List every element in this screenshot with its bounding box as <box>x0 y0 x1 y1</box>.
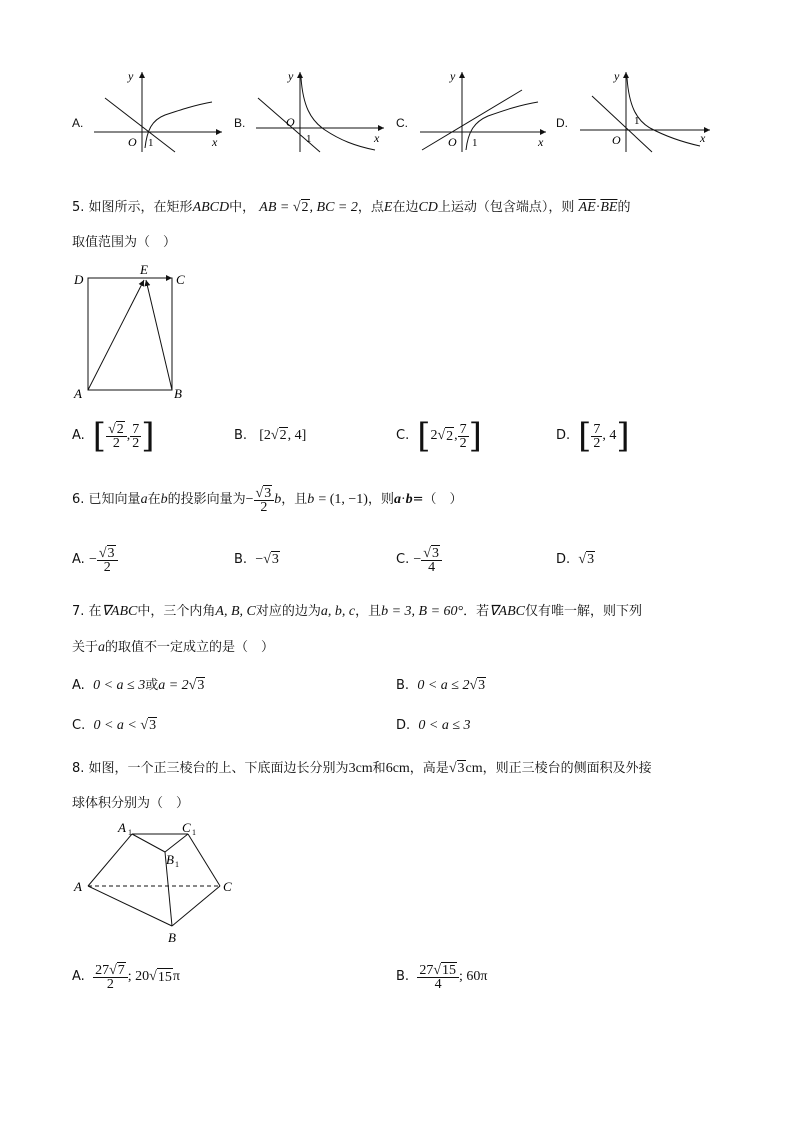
q7-b-sqrt: 3 <box>478 678 486 693</box>
q5-b-sqrt: 2 <box>279 428 287 443</box>
q5-c-d: 2 <box>459 435 467 451</box>
q7-text4: ，且 <box>355 604 382 619</box>
q4-a-y: y <box>128 69 134 83</box>
q7-number: 7. <box>72 604 85 619</box>
q8-v1: 3cm <box>348 761 373 776</box>
q4-c-one: 1 <box>472 137 478 149</box>
q7-stem-line1 <box>72 603 642 621</box>
q5-c-sqrt: 2 <box>446 428 454 444</box>
q8-a-num: 27 <box>95 962 110 978</box>
q8-number: 8. <box>72 761 85 776</box>
q5-text3: 在边 <box>392 200 419 215</box>
q7-sides: a, b, c <box>320 604 356 619</box>
q6-minus: − <box>245 492 254 507</box>
q7-b-text: 0 < a ≤ 2 <box>417 678 470 693</box>
q4-d-y: y <box>614 69 620 83</box>
q4-d-x: x <box>700 131 706 145</box>
q8-sqrt: 3 <box>457 761 465 776</box>
q8-fig-a: A <box>74 879 82 894</box>
q5-cond1: AB = <box>259 200 293 215</box>
q5-sqrt2: 2 <box>301 200 309 215</box>
q8-fig-b1: B <box>166 852 174 867</box>
q5-abcd: ABCD <box>192 200 230 215</box>
q5-text1: 如图所示，在矩形 <box>88 200 193 215</box>
q4-graph-b <box>256 69 384 152</box>
q7-condition: b = 3, B = 60° <box>381 604 464 619</box>
q6-stem: 6. 已知向量 a 在 b 的投影向量为 − $\frac{√3}{2}$ b ，且 b = (1, −1) ，则 a · b =（ ） <box>72 485 463 515</box>
q8-fig-a1: A <box>118 820 126 835</box>
q4-b-origin: O <box>286 115 295 129</box>
q6-c-minus: − <box>413 552 422 567</box>
q7-stem-line2 <box>72 639 274 657</box>
q8-b-num: 27 <box>419 962 434 978</box>
q4-b-y: y <box>288 69 294 83</box>
q4-option-b-label: B. <box>234 116 246 130</box>
q4-d-origin: O <box>612 133 621 147</box>
q7-text3: 对应的边为 <box>255 604 321 619</box>
q6-text3: 的投影向量为 <box>167 492 246 507</box>
q5-a-n2: 7 <box>132 421 140 437</box>
q6-a-n: 3 <box>107 545 115 561</box>
q4-graphs <box>0 60 794 160</box>
q6-vector-b3: b <box>307 492 315 507</box>
q7-line2b: 的取值不一定成立的是（ ） <box>105 640 275 655</box>
q7-line2a: 关于 <box>72 640 99 655</box>
q8-b-sqrt: 15 <box>442 962 457 978</box>
q5-d-n: 7 <box>593 421 601 437</box>
q4-option-a-label: A. <box>72 116 84 130</box>
q4-option-c-label: C. <box>396 116 408 130</box>
q8-text4: ，则正三棱台的侧面积及外接 <box>482 761 652 776</box>
q6-text1: 已知向量 <box>88 492 141 507</box>
q7-option-a-label: A. <box>72 678 85 693</box>
q7-angles: A, B, C <box>215 604 256 619</box>
q8-unit: cm <box>465 761 483 776</box>
q4-a-origin: O <box>128 135 137 149</box>
q6-option-b-label: B. <box>234 552 248 567</box>
q5-figure <box>70 262 200 402</box>
q4-option-d-label: D. <box>556 116 568 130</box>
q8-b-rest: ; 60π <box>459 969 488 984</box>
q8-a-pi: π <box>172 969 180 984</box>
q6-option-d-label: D. <box>556 552 571 567</box>
q5-a-d2: 2 <box>132 435 140 451</box>
q5-number: 5. <box>72 200 85 215</box>
q7-text1: 在 <box>88 604 102 619</box>
q5-option-c-label: C. <box>396 428 410 443</box>
q6-text5: ，则 <box>367 492 394 507</box>
q5-e: E <box>383 200 393 215</box>
q4-b-x: x <box>374 131 380 145</box>
q8-fig-a1-sub: 1 <box>128 828 132 837</box>
q6-frac-d: 2 <box>260 499 268 515</box>
q5-dot: · <box>595 200 601 215</box>
q7-option-c[interactable]: C. 0 < a < √3 <box>72 718 157 733</box>
q5-fig-b: B <box>174 386 182 401</box>
q5-fig-d: D <box>74 272 84 287</box>
q7-a-sqrt: 3 <box>197 678 205 693</box>
q5-c-n: 7 <box>459 421 467 437</box>
q7-text6: 仅有唯一解，则下列 <box>524 604 642 619</box>
q5-text2: ，点 <box>357 200 384 215</box>
q5-stem-line2: 取值范围为（ ） <box>72 235 177 250</box>
q5-mid: 中， <box>229 200 256 215</box>
q6-vector-a: a <box>140 492 148 507</box>
q6-text2: 在 <box>147 492 161 507</box>
q4-graph-d <box>580 69 710 152</box>
q5-a-n1: 2 <box>116 421 124 437</box>
q7-line2var: a <box>98 640 106 655</box>
q7-text2: 中，三个内角 <box>137 604 216 619</box>
q8-text2: 和 <box>372 761 386 776</box>
q6-option-b[interactable]: B. −√3 <box>234 552 279 567</box>
q7-d-text: 0 < a ≤ 3 <box>418 718 471 733</box>
q7-triangle2: ∇ABC <box>489 604 525 619</box>
q4-b-one: 1 <box>306 133 312 145</box>
q5-option-a[interactable]: A. [ $\frac{√2}{2}$ , $\frac{7}{2}$ ] <box>72 416 155 456</box>
q6-b-sqrt: 3 <box>271 552 279 567</box>
q7-option-b[interactable]: B. 0 < a ≤ 2√3 <box>396 678 486 693</box>
q8-a-sqrt2: 15 <box>157 969 172 985</box>
q5-c-pre: 2 <box>430 428 438 443</box>
q6-vector-a2: a <box>393 492 401 507</box>
q5-option-b-label: B. <box>234 428 248 443</box>
q4-a-x: x <box>212 135 218 149</box>
q8-text3: ，高是 <box>409 761 449 776</box>
q5-a-d1: 2 <box>112 435 120 451</box>
q6-option-c-label: C. <box>396 552 410 567</box>
q6-eq: = (1, −1) <box>318 492 368 507</box>
q8-option-b-label: B. <box>396 969 410 984</box>
q7-option-c-label: C. <box>72 718 86 733</box>
q4-graph-c <box>420 69 546 152</box>
q5-option-d[interactable]: D. [ $\frac{7}{2}$ , 4 ] <box>556 416 630 456</box>
q7-c-text: 0 < a < <box>93 718 141 733</box>
q5-d-d: 2 <box>593 435 601 451</box>
q8-stem-line1: 8. 如图，一个正三棱台的上、下底面边长分别为3cm和6cm，高是√3cm，则正三棱台的侧面积及外接 <box>72 761 652 776</box>
q5-fig-e: E <box>140 262 148 277</box>
q6-vector-b: b <box>160 492 168 507</box>
q8-b-den: 4 <box>434 976 442 992</box>
q6-c-n: 3 <box>431 545 439 561</box>
q8-figure <box>70 816 240 946</box>
q8-option-a-label: A. <box>72 969 85 984</box>
q8-fig-b: B <box>168 930 176 945</box>
q7-triangle: ∇ABC <box>101 604 138 619</box>
q7-c-sqrt: 3 <box>149 718 157 733</box>
q5-stem-line1: 5. 如图所示，在矩形ABCD中， AB = √2, BC = 2，点E在边CD上运动（包含端点），则 $\overline{AE}\cdot\overline{BE}$的 <box>72 200 631 215</box>
q5-vector-be: $\overline{BE}$ <box>600 200 618 215</box>
q7-text5: ．若 <box>463 604 490 619</box>
q8-a-sqrt: 7 <box>117 962 125 978</box>
q4-graph-a <box>94 69 222 152</box>
q8-text1: 如图，一个正三棱台的上、下底面边长分别为 <box>88 761 349 776</box>
q7-option-d-label: D. <box>396 718 411 733</box>
q6-option-d[interactable]: D. √3 <box>556 552 595 567</box>
q4-d-one: 1 <box>634 115 640 127</box>
q7-a-text1: 0 < a ≤ 3 <box>93 678 146 693</box>
q6-b-text: − <box>255 552 264 567</box>
q7-option-b-label: B. <box>396 678 410 693</box>
q6-option-a-label: A. <box>72 552 85 567</box>
q4-a-one: 1 <box>148 137 154 149</box>
q4-c-y: y <box>450 69 456 83</box>
q6-text4: ，且 <box>281 492 308 507</box>
q6-option-c[interactable]: C. − $\frac{√3}{4}$ <box>396 540 442 580</box>
q5-d-end: , 4 <box>602 428 617 443</box>
q5-text4: 上运动（包含端点），则 <box>437 200 575 215</box>
q6-vector-b2: b <box>274 492 282 507</box>
q8-option-b[interactable]: B. $\frac{27√15}{4}$ ; 60π <box>396 962 488 992</box>
q6-d-sqrt: 3 <box>587 552 595 567</box>
q5-fig-c: C <box>176 272 185 287</box>
q7-a-text2: a = 2 <box>158 678 189 693</box>
q8-fig-c: C <box>223 879 232 894</box>
q5-fig-a: A <box>74 386 82 401</box>
q8-fig-c1: C <box>182 820 191 835</box>
q5-b-end: , 4] <box>287 428 307 443</box>
q6-number: 6. <box>72 492 85 507</box>
q5-b-text: [2 <box>259 428 271 443</box>
q6-frac-n: 3 <box>264 485 272 501</box>
q7-option-a[interactable]: A. 0 < a ≤ 3或a = 2√3 <box>72 678 205 693</box>
q8-stem-line2: 球体积分别为（ ） <box>72 796 190 811</box>
q6-text6: =（ ） <box>412 492 463 507</box>
q5-text5: 的 <box>617 200 631 215</box>
q5-vector-ae: $\overline{AE}$ <box>578 200 596 215</box>
q4-c-origin: O <box>448 135 457 149</box>
q6-option-a[interactable]: A. − $\frac{√3}{2}$ <box>72 540 118 580</box>
q7-a-or: 或 <box>145 678 159 693</box>
q8-fig-b1-sub: 1 <box>175 860 179 869</box>
q7-option-d[interactable] <box>396 717 471 735</box>
q8-fig-c1-sub: 1 <box>192 828 196 837</box>
q8-option-a[interactable]: A. $\frac{27√7}{2}$ ; 20 √ 15 π <box>72 962 180 992</box>
q5-option-b[interactable]: B. [2√2, 4] <box>234 428 307 443</box>
q5-option-c[interactable]: C. [ 2 √ 2 , $\frac{7}{2}$ ] <box>396 416 482 456</box>
q6-a-minus: − <box>88 552 97 567</box>
q6-c-d: 4 <box>428 559 436 575</box>
q4-c-x: x <box>538 135 544 149</box>
q5-cd: CD <box>418 200 438 215</box>
q8-v2: 6cm <box>385 761 410 776</box>
q5-option-a-label: A. <box>72 428 85 443</box>
q8-a-den: 2 <box>106 976 114 992</box>
q5-option-d-label: D. <box>556 428 571 443</box>
q5-cond2: , BC = 2 <box>309 200 358 215</box>
q8-a-rest: ; 20 <box>127 969 150 984</box>
q6-a-d: 2 <box>103 559 111 575</box>
q6-vector-b4: b <box>405 492 413 507</box>
